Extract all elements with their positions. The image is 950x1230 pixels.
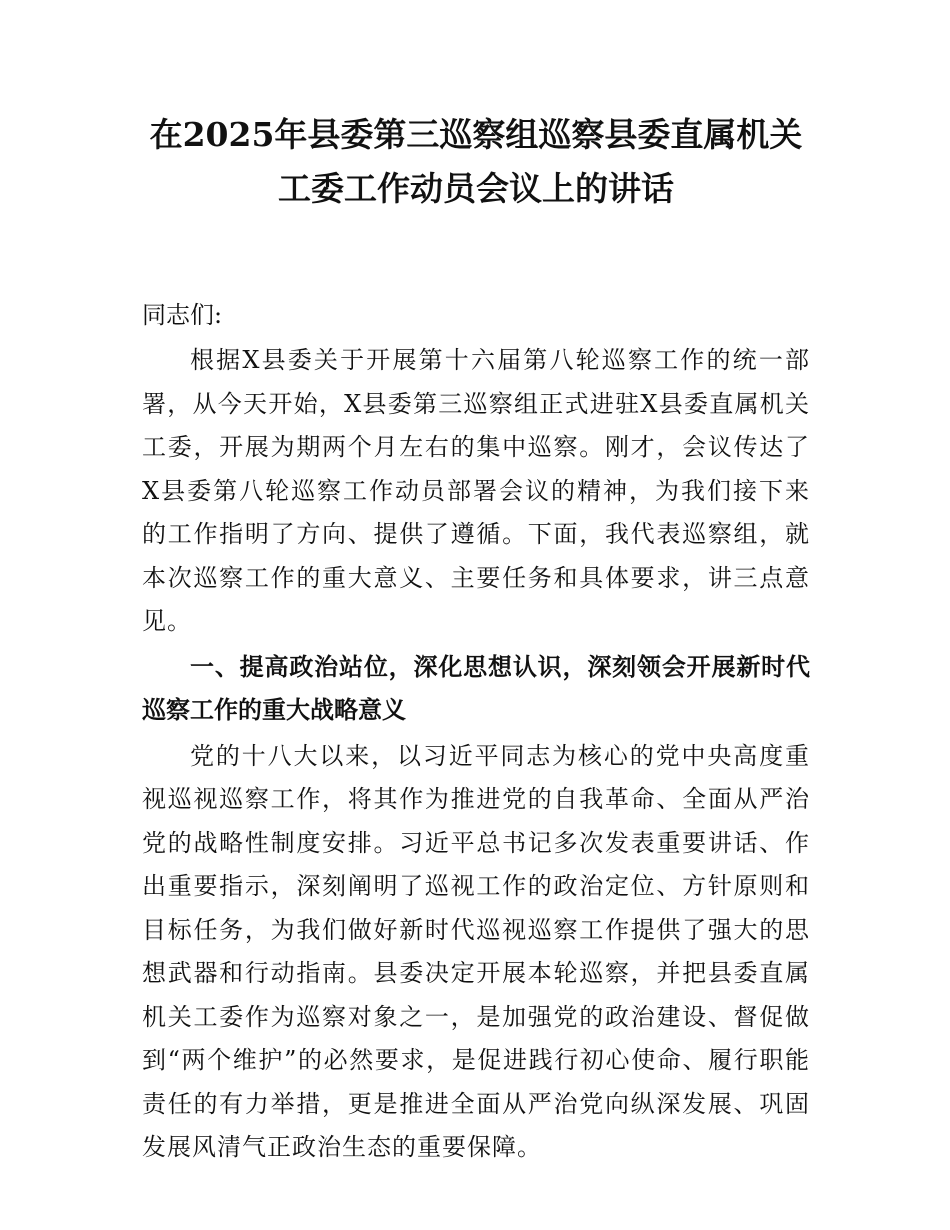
greeting: 同志们: — [142, 301, 223, 329]
document-body — [142, 108, 810, 1170]
document-title — [142, 108, 810, 216]
paragraph-significance: 党的十八大以来，以习近平同志为核心的党中央高度重视巡视巡察工作，将其作为推进党的自我革命、全面从严治党的战略性制度安排。习近平总书记多次发表重要讲话、作出重要指示，深刻阐明了巡视工作的政治定位、方针原则和目标任务，为我们做好新时代巡视巡察工作提供了强大的思想武器和行动指南。县委决定开展本轮巡察，并把县委直属机关工委作为巡察对象之一，是加强党的政治建设、督促做到“两个维护”的必然要求，是促进践行初心使命、履行职能责任的有力举措，更是推进全面从严治党向纵深发展、巩固发展风清气正政治生态的重要保障。 — [142, 741, 810, 1161]
title-line-1: 在2025年县委第三巡察组巡察县委直属机关 — [149, 115, 803, 154]
section-heading-1: 一、提高政治站位，深化思想认识，深刻领会开展新时代巡察工作的重大战略意义 — [142, 652, 810, 724]
title-line-2: 工委工作动员会议上的讲话 — [278, 169, 674, 208]
paragraph-intro: 根据X县委关于开展第十六届第八轮巡察工作的统一部署，从今天开始，X县委第三巡察组正式进驻X县委直属机关工委，开展为期两个月左右的集中巡察。刚才，会议传达了X县委第八轮巡察工作动员部署会议的精神，为我们接下来的工作指明了方向、提供了遵循。下面，我代表巡察组，就本次巡察工作的重大意义、主要任务和具体要求，讲三点意见。 — [142, 346, 810, 635]
